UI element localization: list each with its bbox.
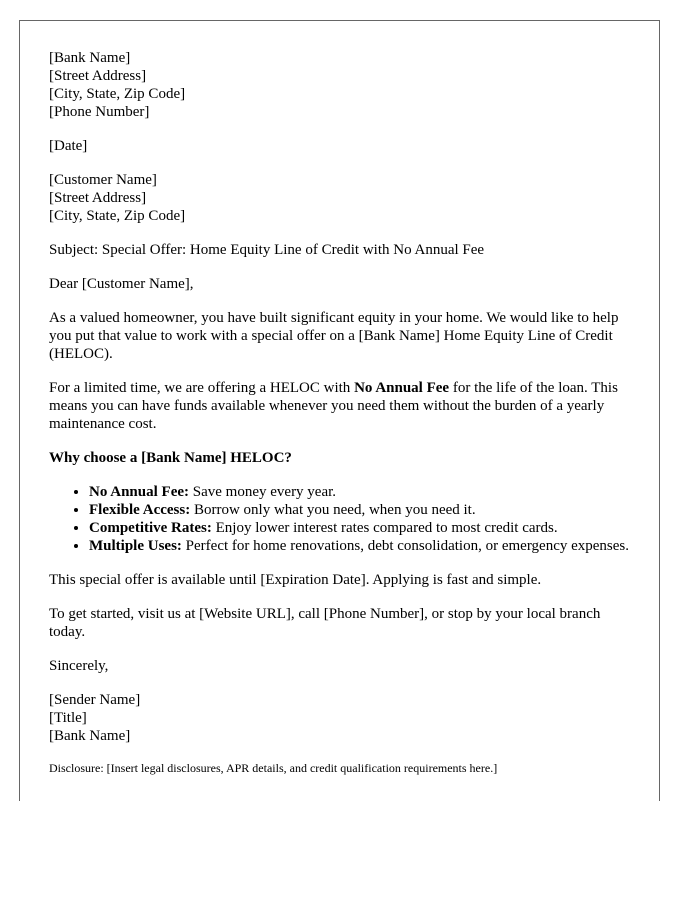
sender-bank: [Bank Name] <box>49 728 131 744</box>
benefit-item <box>89 483 630 501</box>
letter <box>19 20 660 801</box>
benefit-title: Flexible Access: <box>89 502 191 518</box>
sender-name: [Sender Name] <box>49 692 141 708</box>
benefit-title: No Annual Fee: <box>89 484 190 500</box>
closing: Sincerely, <box>49 658 109 674</box>
signature-block <box>49 691 630 745</box>
benefit-item <box>89 537 630 555</box>
offer-text-before: For a limited time, we are offering a HELOC with <box>49 380 355 396</box>
offer-highlight: No Annual Fee <box>354 380 450 396</box>
benefit-text: Save money every year. <box>189 484 337 500</box>
benefit-title: Competitive Rates: <box>89 520 212 536</box>
sender-title: [Title] <box>49 710 87 726</box>
benefit-text: Perfect for home renovations, debt consolidation, or emergency expenses. <box>181 538 630 554</box>
customer-name: [Customer Name] <box>49 172 157 188</box>
benefits-list <box>49 483 630 555</box>
letter-date: [Date] <box>49 138 88 154</box>
salutation: Dear [Customer Name], <box>49 276 194 292</box>
benefit-text: Enjoy lower interest rates compared to most credit cards. <box>211 520 558 536</box>
bank-city: [City, State, Zip Code] <box>49 86 186 102</box>
bank-address-block <box>49 49 630 121</box>
customer-city: [City, State, Zip Code] <box>49 208 186 224</box>
intro-paragraph: As a valued homeowner, you have built significant equity in your home. We would like to help you put that value to work with a special offer on a [Bank Name] Home Equity Line of Credit (HELOC). <box>49 310 619 362</box>
subject-line: Subject: Special Offer: Home Equity Line of Credit with No Annual Fee <box>49 242 485 258</box>
offer-text-after: for the life of the loan. This means you can have funds available whenever you need them without the burden of a yearly maintenance cost. <box>49 380 618 432</box>
disclosure: Disclosure: [Insert legal disclosures, APR details, and credit qualification requirements here.] <box>49 761 498 775</box>
cta-paragraph: To get started, visit us at [Website URL], call [Phone Number], or stop by your local branch today. <box>49 606 601 640</box>
availability-paragraph: This special offer is available until [Expiration Date]. Applying is fast and simple. <box>49 572 542 588</box>
benefit-text: Borrow only what you need, when you need it. <box>190 502 476 518</box>
benefit-item <box>89 519 630 537</box>
bank-street: [Street Address] <box>49 68 147 84</box>
benefit-item <box>89 501 630 519</box>
bank-phone: [Phone Number] <box>49 104 150 120</box>
why-heading: Why choose a [Bank Name] HELOC? <box>49 450 292 466</box>
offer-paragraph <box>49 379 630 433</box>
bank-name: [Bank Name] <box>49 50 131 66</box>
benefit-title: Multiple Uses: <box>89 538 182 554</box>
customer-address-block <box>49 171 630 225</box>
customer-street: [Street Address] <box>49 190 147 206</box>
